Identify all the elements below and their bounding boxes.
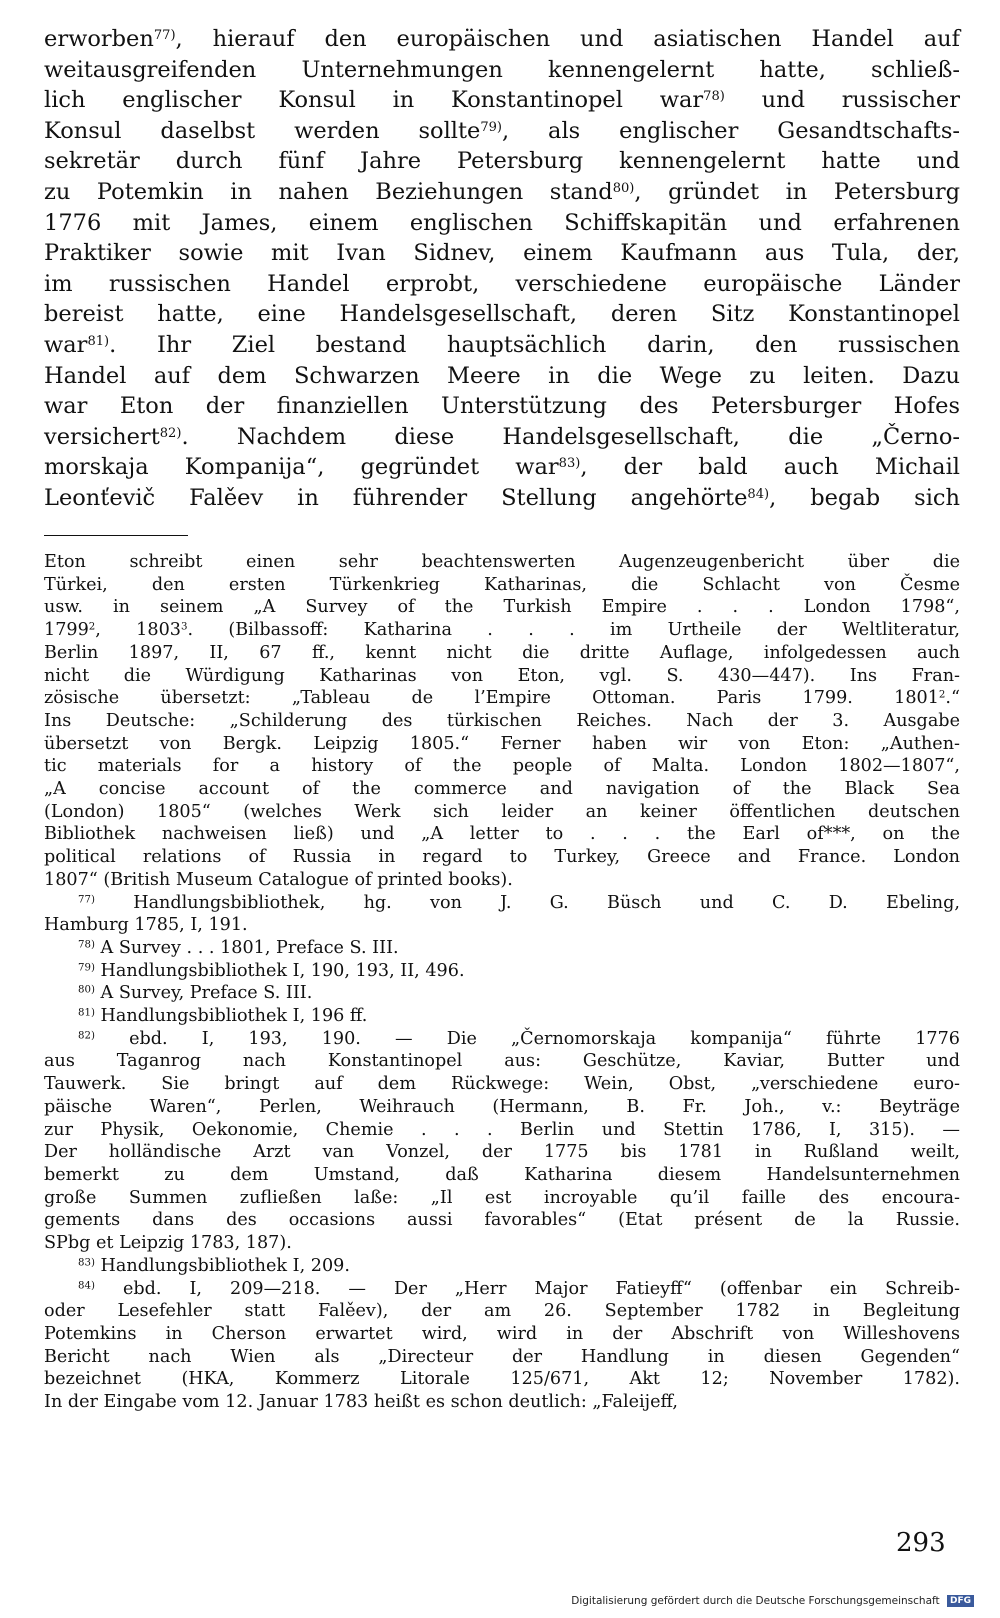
text-run: sekretär durch fünf Jahre Petersburg kennengelernt hatte und	[44, 148, 960, 175]
footnote-line	[44, 1255, 960, 1278]
text-run: große Summen zufließen laße: „Il est incroyable qu’il faille des encoura-	[44, 1187, 960, 1208]
footnote-line	[44, 642, 960, 665]
footnote-line	[44, 1346, 960, 1369]
text-run: morskaja Kompanija“, gegründet war	[44, 454, 559, 481]
footnote-marker: 2	[938, 689, 946, 701]
text-run: zösische übersetzt: „Tableau de l’Empire Ottoman. Paris 1799. 1801	[44, 688, 939, 709]
footnote-marker: 79)	[480, 119, 503, 135]
digitization-credit	[571, 1594, 974, 1608]
body-line	[44, 391, 960, 422]
text-run: A Survey, Preface S. III.	[94, 983, 313, 1004]
body-line	[44, 238, 960, 269]
text-run: nicht die Würdigung Katharinas von Eton, vgl. S. 430—447). Ins Fran-	[44, 665, 960, 686]
text-run: Konsul daselbst werden sollte	[44, 117, 481, 144]
text-run: Tauwerk. Sie bringt auf dem Rückwege: Wein, Obst, „verschiedene euro-	[44, 1074, 960, 1095]
text-run: Handlungsbibliothek, hg. von J. G. Büsch und C. D. Ebeling,	[94, 892, 960, 913]
digitization-credit-text: Digitalisierung gefördert durch die Deutsche Forschungsgemeinschaft	[571, 1595, 940, 1607]
text-run: Potemkins in Cherson erwartet wird, wird in der Abschrift von Willeshovens	[44, 1323, 960, 1344]
page-number: 293	[896, 1528, 946, 1558]
dfg-logo: DFG	[947, 1595, 974, 1607]
text-run: war	[44, 331, 88, 358]
text-run: 1799	[44, 620, 89, 641]
text-run: Der holländische Arzt van Vonzel, der 1775 bis 1781 in Rußland weilt,	[44, 1142, 960, 1163]
text-run: weitausgreifenden Unternehmungen kennengelernt hatte, schließ-	[44, 56, 960, 83]
footnote-line	[44, 551, 960, 574]
footnote-marker: 81)	[78, 1007, 95, 1019]
text-run: päische Waren“, Perlen, Weihrauch (Hermann, B. Fr. Joh., v.: Beyträge	[44, 1096, 960, 1117]
text-run: Leonťevič Falěev in führender Stellung angehörte	[44, 484, 748, 511]
footnote-marker: 78)	[78, 939, 95, 951]
text-run: , hierauf den europäischen und asiatischen Handel auf	[175, 26, 960, 52]
text-run: bezeichnet (HKA, Kommerz Litorale 125/671, Akt 12; November 1782).	[44, 1369, 960, 1390]
text-run: , gründet in Petersburg	[634, 178, 961, 205]
footnote-marker: 82)	[159, 425, 182, 441]
text-run: tic materials for a history of the people of Malta. London 1802—1807“,	[44, 756, 960, 777]
text-run: . Nachdem diese Handelsgesellschaft, die „Černo-	[181, 423, 960, 450]
text-run: Handlungsbibliothek I, 196 ff.	[94, 1006, 368, 1027]
text-run: , begab sich	[769, 484, 960, 511]
text-run: , der bald auch Michail	[580, 454, 960, 481]
footnote-line	[44, 687, 960, 710]
text-run: .“	[945, 688, 960, 709]
footnote-marker: 81)	[87, 333, 110, 349]
footnote-line	[44, 1187, 960, 1210]
footnote-marker: 84)	[78, 1279, 95, 1291]
text-run: Ins Deutsche: „Schilderung des türkischen Reiches. Nach der 3. Ausgabe	[44, 710, 960, 731]
footnote-line	[44, 1028, 960, 1051]
body-line	[44, 55, 960, 86]
text-run: (London) 1805“ (welches Werk sich leider an keiner öffentlichen deutschen	[44, 801, 960, 822]
footnote-line	[44, 755, 960, 778]
footnote-marker: 77)	[153, 27, 176, 43]
text-run: ebd. I, 209—218. — Der „Herr Major Fatieyff“ (offenbar ein Schreib-	[94, 1278, 960, 1299]
body-line	[44, 146, 960, 177]
footnote-line	[44, 710, 960, 733]
footnote-line	[44, 778, 960, 801]
text-run: Praktiker sowie mit Ivan Sidnev, einem Kaufmann aus Tula, der,	[44, 240, 960, 267]
footnote-marker: 83)	[78, 1257, 95, 1269]
text-run: versichert	[44, 423, 160, 450]
footnote-line	[44, 619, 960, 642]
footnote-separator-rule	[44, 535, 188, 536]
footnote-marker: 80)	[612, 180, 635, 196]
text-run: Handlungsbibliothek I, 190, 193, II, 496.	[94, 960, 465, 981]
footnotes-section	[44, 551, 960, 1414]
body-line	[44, 422, 960, 453]
footnote-line	[44, 1300, 960, 1323]
footnote-line	[44, 574, 960, 597]
body-line	[44, 24, 960, 55]
text-run: A Survey . . . 1801, Preface S. III.	[94, 937, 399, 958]
text-run: ebd. I, 193, 190. — Die „Černomorskaja kompanija“ führte 1776	[94, 1028, 960, 1049]
body-line	[44, 85, 960, 116]
text-run: im russischen Handel erprobt, verschiedene europäische Länder	[44, 270, 960, 297]
text-run: Handel auf dem Schwarzen Meere in die Wege zu leiten. Dazu	[44, 362, 960, 389]
footnote-marker: 2	[88, 621, 96, 633]
text-run: und russischer	[724, 87, 961, 114]
footnote-line	[44, 801, 960, 824]
text-run: bemerkt zu dem Umstand, daß Katharina diesem Handelsunternehmen	[44, 1164, 960, 1185]
text-run: 1807“ (British Museum Catalogue of printed books).	[44, 869, 513, 890]
body-line	[44, 299, 960, 330]
footnote-marker: 82)	[78, 1030, 95, 1042]
footnote-line	[44, 846, 960, 869]
footnote-marker: 79)	[78, 962, 95, 974]
footnote-line	[44, 1050, 960, 1073]
text-run: lich englischer Konsul in Konstantinopel war	[44, 87, 704, 114]
footnote-marker: 77)	[78, 893, 95, 905]
main-body-text	[44, 24, 960, 514]
footnote-line	[44, 869, 960, 892]
footnote-line	[44, 1073, 960, 1096]
text-run: usw. in seinem „A Survey of the Turkish Empire . . . London 1798“,	[44, 597, 960, 618]
footnote-marker: 80)	[78, 984, 95, 996]
text-run: . Ihr Ziel bestand hauptsächlich darin, den russischen	[109, 331, 960, 358]
footnote-line	[44, 665, 960, 688]
footnote-line	[44, 1368, 960, 1391]
text-run: , 1803	[95, 620, 181, 641]
text-run: Handlungsbibliothek I, 209.	[94, 1255, 350, 1276]
body-line	[44, 208, 960, 239]
text-run: Berlin 1897, II, 67 ff., kennt nicht die dritte Auflage, infolgedessen auch	[44, 642, 960, 663]
footnote-line	[44, 937, 960, 960]
text-run: In der Eingabe vom 12. Januar 1783 heißt es schon deutlich: „Faleijeff,	[44, 1392, 679, 1413]
text-run: Bericht nach Wien als „Directeur der Handlung in diesen Gegenden“	[44, 1346, 960, 1367]
footnote-line	[44, 596, 960, 619]
text-run: zu Potemkin in nahen Beziehungen stand	[44, 178, 613, 205]
footnote-line	[44, 1278, 960, 1301]
text-run: . (Bilbassoff: Katharina . . . im Urtheile der Weltliteratur,	[187, 620, 960, 641]
footnote-line	[44, 733, 960, 756]
footnote-line	[44, 1119, 960, 1142]
text-run: bereist hatte, eine Handelsgesellschaft, deren Sitz Konstantinopel	[44, 301, 960, 328]
body-line	[44, 483, 960, 514]
text-run: Eton schreibt einen sehr beachtenswerten Augenzeugenbericht über die	[44, 552, 960, 572]
footnote-line	[44, 1209, 960, 1232]
text-run: gements dans des occasions aussi favorables“ (Etat présent de la Russie.	[44, 1210, 960, 1231]
footnote-line	[44, 1232, 960, 1255]
footnote-line	[44, 1096, 960, 1119]
text-run: zur Physik, Oekonomie, Chemie . . . Berlin und Stettin 1786, I, 315). —	[44, 1119, 960, 1140]
text-run: oder Lesefehler statt Falěev), der am 26. September 1782 in Begleitung	[44, 1301, 960, 1322]
footnote-line	[44, 823, 960, 846]
text-run: Hamburg 1785, I, 191.	[44, 915, 248, 936]
text-run: 1776 mit James, einem englischen Schiffskapitän und erfahrenen	[44, 209, 960, 236]
footnote-line	[44, 1323, 960, 1346]
body-line	[44, 177, 960, 208]
footnote-marker: 78)	[703, 89, 725, 105]
body-line	[44, 452, 960, 483]
footnote-line	[44, 914, 960, 937]
body-line	[44, 269, 960, 300]
text-run: aus Taganrog nach Konstantinopel aus: Geschütze, Kaviar, Butter und	[44, 1051, 960, 1072]
footnote-line	[44, 982, 960, 1005]
footnote-line	[44, 1141, 960, 1164]
text-run: , als englischer Gesandtschafts-	[502, 117, 960, 144]
text-run: political relations of Russia in regard to Turkey, Greece and France. London	[44, 847, 960, 868]
text-run: Bibliothek nachweisen ließ) und „A letter to . . . the Earl of***, on the	[44, 824, 960, 845]
footnote-line	[44, 892, 960, 915]
footnote-marker: 84)	[747, 486, 770, 502]
footnote-line	[44, 960, 960, 983]
footnote-marker: 83)	[558, 456, 581, 472]
text-run: erworben	[44, 26, 154, 52]
text-run: Türkei, den ersten Türkenkrieg Katharinas, die Schlacht von Česme	[44, 574, 960, 595]
footnote-line	[44, 1164, 960, 1187]
body-line	[44, 330, 960, 361]
text-run: „A concise account of the commerce and navigation of the Black Sea	[44, 779, 960, 800]
text-run: SPbg et Leipzig 1783, 187).	[44, 1233, 292, 1254]
body-line	[44, 116, 960, 147]
text-run: war Eton der finanziellen Unterstützung des Petersburger Hofes	[44, 393, 960, 420]
body-line	[44, 361, 960, 392]
text-run: übersetzt von Bergk. Leipzig 1805.“ Ferner haben wir von Eton: „Authen-	[44, 733, 960, 754]
footnote-line	[44, 1005, 960, 1028]
footnote-line	[44, 1391, 960, 1414]
footnote-marker: 3	[180, 621, 188, 633]
